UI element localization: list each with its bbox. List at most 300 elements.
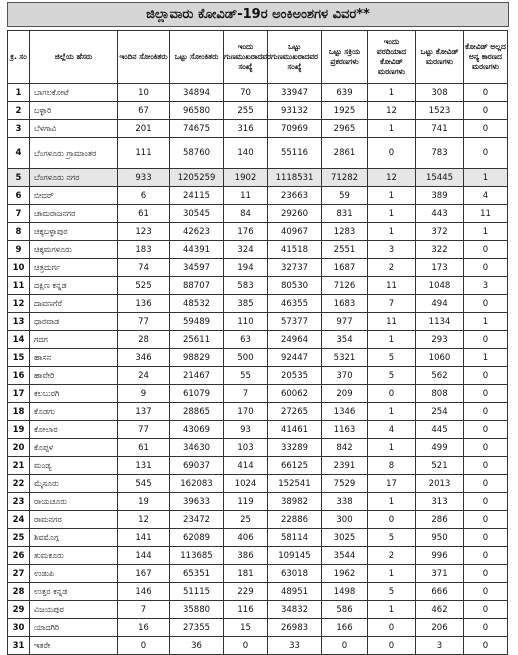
stat-cell: 842 — [322, 439, 368, 457]
district-name-cell: ಮೈಸೂರು — [30, 475, 118, 493]
stat-cell: 167 — [118, 565, 170, 583]
district-name-cell: ಹಾವೇರಿ — [30, 367, 118, 385]
stat-cell: 20535 — [268, 367, 322, 385]
stat-cell: 0 — [464, 138, 508, 169]
table-row — [8, 138, 508, 169]
stat-cell: 34597 — [170, 259, 224, 277]
stat-cell: 371 — [416, 565, 464, 583]
stat-cell: 58114 — [268, 529, 322, 547]
stat-cell: 183 — [118, 241, 170, 259]
stat-cell: 0 — [464, 547, 508, 565]
stat-cell: 113685 — [170, 547, 224, 565]
serial-number-cell: 15 — [8, 349, 30, 367]
stat-cell: 0 — [118, 637, 170, 655]
stat-cell: 11 — [368, 313, 416, 331]
serial-number-cell: 17 — [8, 385, 30, 403]
stat-cell: 0 — [464, 241, 508, 259]
stat-cell: 36 — [170, 637, 224, 655]
table-row — [8, 601, 508, 619]
stat-cell: 666 — [416, 583, 464, 601]
stat-cell: 24115 — [170, 187, 224, 205]
stat-cell: 0 — [464, 102, 508, 120]
stat-cell: 59 — [322, 187, 368, 205]
stat-cell: 0 — [464, 295, 508, 313]
stat-cell: 316 — [224, 120, 268, 138]
district-name-cell: ಉಡುಪಿ — [30, 565, 118, 583]
district-name-cell: ಚಿಕ್ಕಬಳ್ಳಾಪುರ — [30, 223, 118, 241]
district-name-cell: ಶಿವಮೊಗ್ಗ — [30, 529, 118, 547]
serial-number-cell: 26 — [8, 547, 30, 565]
stat-cell: 443 — [416, 205, 464, 223]
stat-cell: 3544 — [322, 547, 368, 565]
stat-cell: 389 — [416, 187, 464, 205]
stat-cell: 140 — [224, 138, 268, 169]
district-name-cell: ಕೊಡಗು — [30, 403, 118, 421]
table-row — [8, 120, 508, 138]
table-row — [8, 187, 508, 205]
stat-cell: 46355 — [268, 295, 322, 313]
serial-number-cell: 21 — [8, 457, 30, 475]
stat-cell: 57377 — [268, 313, 322, 331]
stat-cell: 346 — [118, 349, 170, 367]
stat-cell: 1 — [368, 565, 416, 583]
stat-cell: 24 — [118, 367, 170, 385]
stat-cell: 69037 — [170, 457, 224, 475]
stat-cell: 51115 — [170, 583, 224, 601]
serial-number-cell: 3 — [8, 120, 30, 138]
stat-cell: 1134 — [416, 313, 464, 331]
stat-cell: 1024 — [224, 475, 268, 493]
stat-cell: 0 — [464, 439, 508, 457]
stat-cell: 445 — [416, 421, 464, 439]
stat-cell: 286 — [416, 511, 464, 529]
stat-cell: 0 — [464, 565, 508, 583]
stat-cell: 29260 — [268, 205, 322, 223]
table-row — [8, 385, 508, 403]
stat-cell: 65351 — [170, 565, 224, 583]
stat-cell: 1 — [368, 331, 416, 349]
stat-cell: 9 — [118, 385, 170, 403]
stat-cell: 8 — [368, 457, 416, 475]
district-name-cell: ಮಂಡ್ಯ — [30, 457, 118, 475]
stat-cell: 324 — [224, 241, 268, 259]
serial-number-cell: 18 — [8, 403, 30, 421]
stat-cell: 66125 — [268, 457, 322, 475]
stat-cell: 209 — [322, 385, 368, 403]
stat-cell: 5 — [368, 367, 416, 385]
stat-cell: 414 — [224, 457, 268, 475]
district-name-cell: ರಾಮನಗರ — [30, 511, 118, 529]
stat-cell: 67 — [118, 102, 170, 120]
table-row — [8, 295, 508, 313]
stat-cell: 2 — [368, 547, 416, 565]
stat-cell: 12 — [118, 511, 170, 529]
stat-cell: 110 — [224, 313, 268, 331]
stat-cell: 0 — [464, 120, 508, 138]
stat-cell: 1962 — [322, 565, 368, 583]
stat-cell: 109145 — [268, 547, 322, 565]
header-cell: ಒಟ್ಟು ಕೋವಿಡ್ ಮರಣಗಳು — [416, 31, 464, 84]
stat-cell: 30545 — [170, 205, 224, 223]
stat-cell: 28865 — [170, 403, 224, 421]
stat-cell: 92447 — [268, 349, 322, 367]
stat-cell: 77 — [118, 313, 170, 331]
stat-cell: 0 — [464, 637, 508, 655]
stat-cell: 0 — [464, 457, 508, 475]
stat-cell: 386 — [224, 547, 268, 565]
district-name-cell: ಚಿಕ್ಕಮಗಳೂರು — [30, 241, 118, 259]
stat-cell: 44391 — [170, 241, 224, 259]
stat-cell: 166 — [322, 619, 368, 637]
stat-cell: 5321 — [322, 349, 368, 367]
stat-cell: 28 — [118, 331, 170, 349]
stat-cell: 0 — [464, 529, 508, 547]
stat-cell: 71282 — [322, 169, 368, 187]
district-name-cell: ಬೆಂಗಳೂರು ನಗರ — [30, 169, 118, 187]
stat-cell: 639 — [322, 84, 368, 102]
table-row — [8, 169, 508, 187]
covid-stats-table — [7, 30, 508, 655]
stat-cell: 55116 — [268, 138, 322, 169]
stat-cell: 0 — [464, 475, 508, 493]
stat-cell: 308 — [416, 84, 464, 102]
stat-cell: 23663 — [268, 187, 322, 205]
stat-cell: 494 — [416, 295, 464, 313]
stat-cell: 26983 — [268, 619, 322, 637]
stat-cell: 500 — [224, 349, 268, 367]
stat-cell: 300 — [322, 511, 368, 529]
stat-cell: 10 — [118, 84, 170, 102]
stat-cell: 96580 — [170, 102, 224, 120]
stat-cell: 70969 — [268, 120, 322, 138]
serial-number-cell: 9 — [8, 241, 30, 259]
stat-cell: 39633 — [170, 493, 224, 511]
serial-number-cell: 8 — [8, 223, 30, 241]
header-cell: ಇಂದು ವರದಿಯಾದ ಕೋವಿಡ್ ಮರಣಗಳು — [368, 31, 416, 84]
serial-number-cell: 6 — [8, 187, 30, 205]
stat-cell: 0 — [224, 637, 268, 655]
stat-cell: 80530 — [268, 277, 322, 295]
stat-cell: 0 — [464, 583, 508, 601]
stat-cell: 370 — [322, 367, 368, 385]
stat-cell: 93132 — [268, 102, 322, 120]
stat-cell: 0 — [368, 385, 416, 403]
serial-number-cell: 14 — [8, 331, 30, 349]
district-name-cell: ಯಾದಗಿರಿ — [30, 619, 118, 637]
stat-cell: 1 — [368, 84, 416, 102]
table-row — [8, 529, 508, 547]
stat-cell: 7 — [368, 295, 416, 313]
stat-cell: 1 — [464, 223, 508, 241]
serial-number-cell: 2 — [8, 102, 30, 120]
stat-cell: 70 — [224, 84, 268, 102]
stat-cell: 61 — [118, 205, 170, 223]
table-row — [8, 205, 508, 223]
stat-cell: 34832 — [268, 601, 322, 619]
stat-cell: 3025 — [322, 529, 368, 547]
stat-cell: 5 — [368, 529, 416, 547]
district-name-cell: ಕೊಪ್ಪಳ — [30, 439, 118, 457]
district-name-cell: ವಿಜಯಪುರ — [30, 601, 118, 619]
stat-cell: 1 — [368, 493, 416, 511]
table-row — [8, 493, 508, 511]
stat-cell: 131 — [118, 457, 170, 475]
stat-cell: 88707 — [170, 277, 224, 295]
table-row — [8, 421, 508, 439]
stat-cell: 1902 — [224, 169, 268, 187]
serial-number-cell: 23 — [8, 493, 30, 511]
stat-cell: 783 — [416, 138, 464, 169]
stat-cell: 74675 — [170, 120, 224, 138]
stat-cell: 43069 — [170, 421, 224, 439]
stat-cell: 313 — [416, 493, 464, 511]
stat-cell: 1048 — [416, 277, 464, 295]
stat-cell: 1687 — [322, 259, 368, 277]
stat-cell: 21467 — [170, 367, 224, 385]
table-row — [8, 277, 508, 295]
stat-cell: 7529 — [322, 475, 368, 493]
stat-cell: 0 — [322, 637, 368, 655]
serial-number-cell: 11 — [8, 277, 30, 295]
serial-number-cell: 20 — [8, 439, 30, 457]
stat-cell: 41461 — [268, 421, 322, 439]
stat-cell: 0 — [464, 493, 508, 511]
table-row — [8, 84, 508, 102]
stat-cell: 462 — [416, 601, 464, 619]
stat-cell: 808 — [416, 385, 464, 403]
stat-cell: 1523 — [416, 102, 464, 120]
stat-cell: 293 — [416, 331, 464, 349]
serial-number-cell: 13 — [8, 313, 30, 331]
stat-cell: 0 — [368, 619, 416, 637]
stat-cell: 61 — [118, 439, 170, 457]
stat-cell: 32737 — [268, 259, 322, 277]
stat-cell: 0 — [368, 637, 416, 655]
stat-cell: 74 — [118, 259, 170, 277]
serial-number-cell: 5 — [8, 169, 30, 187]
stat-cell: 0 — [464, 385, 508, 403]
stat-cell: 23472 — [170, 511, 224, 529]
stat-cell: 7126 — [322, 277, 368, 295]
table-row — [8, 547, 508, 565]
stat-cell: 741 — [416, 120, 464, 138]
stat-cell: 22886 — [268, 511, 322, 529]
report-page — [3, 2, 513, 651]
table-row — [8, 403, 508, 421]
stat-cell: 5 — [368, 349, 416, 367]
serial-number-cell: 27 — [8, 565, 30, 583]
stat-cell: 77 — [118, 421, 170, 439]
district-name-cell: ರಾಯಚೂರು — [30, 493, 118, 511]
header-row — [8, 31, 508, 84]
stat-cell: 137 — [118, 403, 170, 421]
district-name-cell: ದಕ್ಷಿಣ ಕನ್ನಡ — [30, 277, 118, 295]
table-row — [8, 439, 508, 457]
stat-cell: 136 — [118, 295, 170, 313]
stat-cell: 1118531 — [268, 169, 322, 187]
table-row — [8, 331, 508, 349]
stat-cell: 2 — [368, 259, 416, 277]
district-name-cell: ಹಾಸನ — [30, 349, 118, 367]
stat-cell: 255 — [224, 102, 268, 120]
stat-cell: 0 — [368, 138, 416, 169]
header-cell: ಜಿಲ್ಲೆಯ ಹೆಸರು — [30, 31, 118, 84]
stat-cell: 55 — [224, 367, 268, 385]
stat-cell: 372 — [416, 223, 464, 241]
stat-cell: 119 — [224, 493, 268, 511]
district-name-cell: ಬೆಂಗಳೂರು ಗ್ರಾಮಾಂತರ — [30, 138, 118, 169]
table-row — [8, 583, 508, 601]
stat-cell: 3 — [416, 637, 464, 655]
serial-number-cell: 16 — [8, 367, 30, 385]
stat-cell: 33289 — [268, 439, 322, 457]
district-name-cell: ಕಲಬುರಗಿ — [30, 385, 118, 403]
stat-cell: 63 — [224, 331, 268, 349]
stat-cell: 12 — [368, 169, 416, 187]
serial-number-cell: 24 — [8, 511, 30, 529]
stat-cell: 354 — [322, 331, 368, 349]
stat-cell: 33947 — [268, 84, 322, 102]
stat-cell: 84 — [224, 205, 268, 223]
stat-cell: 831 — [322, 205, 368, 223]
stat-cell: 0 — [464, 601, 508, 619]
serial-number-cell: 7 — [8, 205, 30, 223]
stat-cell: 0 — [464, 367, 508, 385]
district-name-cell: ಬೀದರ್ — [30, 187, 118, 205]
header-cell: ಒಟ್ಟು ಸಕ್ರಿಯ ಪ್ರಕರಣಗಳು — [322, 31, 368, 84]
report-title: ಜಿಲ್ಲಾವಾರು ಕೋವಿಡ್-19ರ ಅಂಕಿಅಂಶಗಳ ವಿವರ** — [7, 2, 509, 27]
table-row — [8, 475, 508, 493]
stat-cell: 977 — [322, 313, 368, 331]
stat-cell: 176 — [224, 223, 268, 241]
stat-cell: 41518 — [268, 241, 322, 259]
table-row — [8, 259, 508, 277]
stat-cell: 1 — [464, 169, 508, 187]
district-name-cell: ದಾವಣಗೆರೆ — [30, 295, 118, 313]
stat-cell: 63018 — [268, 565, 322, 583]
serial-number-cell: 28 — [8, 583, 30, 601]
district-name-cell: ಉತ್ತರ ಕನ್ನಡ — [30, 583, 118, 601]
stat-cell: 19 — [118, 493, 170, 511]
stat-cell: 40967 — [268, 223, 322, 241]
stat-cell: 173 — [416, 259, 464, 277]
stat-cell: 206 — [416, 619, 464, 637]
serial-number-cell: 1 — [8, 84, 30, 102]
stat-cell: 950 — [416, 529, 464, 547]
stat-cell: 15 — [224, 619, 268, 637]
stat-cell: 525 — [118, 277, 170, 295]
stat-cell: 181 — [224, 565, 268, 583]
district-name-cell: ಧಾರವಾಡ — [30, 313, 118, 331]
stat-cell: 1498 — [322, 583, 368, 601]
stat-cell: 144 — [118, 547, 170, 565]
stat-cell: 25 — [224, 511, 268, 529]
stat-cell: 2861 — [322, 138, 368, 169]
table-row — [8, 565, 508, 583]
stat-cell: 98829 — [170, 349, 224, 367]
district-name-cell: ಬಳ್ಳಾರಿ — [30, 102, 118, 120]
stat-cell: 33 — [268, 637, 322, 655]
stat-cell: 42623 — [170, 223, 224, 241]
district-name-cell: ಚಾಮರಾಜನಗರ — [30, 205, 118, 223]
header-cell: ಕ್ರ. ಸಂ — [8, 31, 30, 84]
table-row — [8, 102, 508, 120]
stat-cell: 62089 — [170, 529, 224, 547]
stat-cell: 229 — [224, 583, 268, 601]
serial-number-cell: 19 — [8, 421, 30, 439]
serial-number-cell: 22 — [8, 475, 30, 493]
stat-cell: 27265 — [268, 403, 322, 421]
table-row — [8, 349, 508, 367]
table-row — [8, 313, 508, 331]
stat-cell: 0 — [464, 403, 508, 421]
stat-cell: 3 — [368, 241, 416, 259]
table-row — [8, 637, 508, 655]
stat-cell: 2013 — [416, 475, 464, 493]
stat-cell: 34630 — [170, 439, 224, 457]
stat-cell: 406 — [224, 529, 268, 547]
stat-cell: 499 — [416, 439, 464, 457]
stat-cell: 34894 — [170, 84, 224, 102]
stat-cell: 1683 — [322, 295, 368, 313]
district-name-cell: ಚಿತ್ರದುರ್ಗ — [30, 259, 118, 277]
stat-cell: 1 — [368, 403, 416, 421]
stat-cell: 562 — [416, 367, 464, 385]
stat-cell: 254 — [416, 403, 464, 421]
stat-cell: 1925 — [322, 102, 368, 120]
serial-number-cell: 12 — [8, 295, 30, 313]
district-name-cell: ಬಾಗಲಕೋಟೆ — [30, 84, 118, 102]
stat-cell: 16 — [118, 619, 170, 637]
stat-cell: 1 — [368, 601, 416, 619]
stat-cell: 1 — [368, 439, 416, 457]
serial-number-cell: 10 — [8, 259, 30, 277]
stat-cell: 162083 — [170, 475, 224, 493]
stat-cell: 201 — [118, 120, 170, 138]
stat-cell: 1205259 — [170, 169, 224, 187]
stat-cell: 141 — [118, 529, 170, 547]
table-row — [8, 223, 508, 241]
district-name-cell: ಕೋಲಾರ — [30, 421, 118, 439]
stat-cell: 1 — [368, 120, 416, 138]
stat-cell: 48951 — [268, 583, 322, 601]
stat-cell: 0 — [368, 511, 416, 529]
stat-cell: 11 — [368, 277, 416, 295]
stat-cell: 0 — [464, 619, 508, 637]
table-row — [8, 241, 508, 259]
stat-cell: 385 — [224, 295, 268, 313]
stat-cell: 322 — [416, 241, 464, 259]
stat-cell: 1 — [464, 349, 508, 367]
stat-cell: 194 — [224, 259, 268, 277]
header-cell: ಇಂದಿನ ಸೋಂಕಿತರು — [118, 31, 170, 84]
stat-cell: 7 — [118, 601, 170, 619]
district-name-cell: ಗದಗ — [30, 331, 118, 349]
stat-cell: 24964 — [268, 331, 322, 349]
stat-cell: 0 — [464, 511, 508, 529]
stat-cell: 545 — [118, 475, 170, 493]
stat-cell: 60062 — [268, 385, 322, 403]
stat-cell: 7 — [224, 385, 268, 403]
stat-cell: 1 — [368, 187, 416, 205]
district-name-cell: ತುಮಕೂರು — [30, 547, 118, 565]
stat-cell: 48532 — [170, 295, 224, 313]
stat-cell: 15445 — [416, 169, 464, 187]
stat-cell: 0 — [464, 421, 508, 439]
stat-cell: 0 — [464, 84, 508, 102]
table-row — [8, 511, 508, 529]
header-cell: ಕೋವಿಡ್ ಅಲ್ಲದ ಅನ್ಯ ಕಾರಣದ ಮರಣಗಳು — [464, 31, 508, 84]
